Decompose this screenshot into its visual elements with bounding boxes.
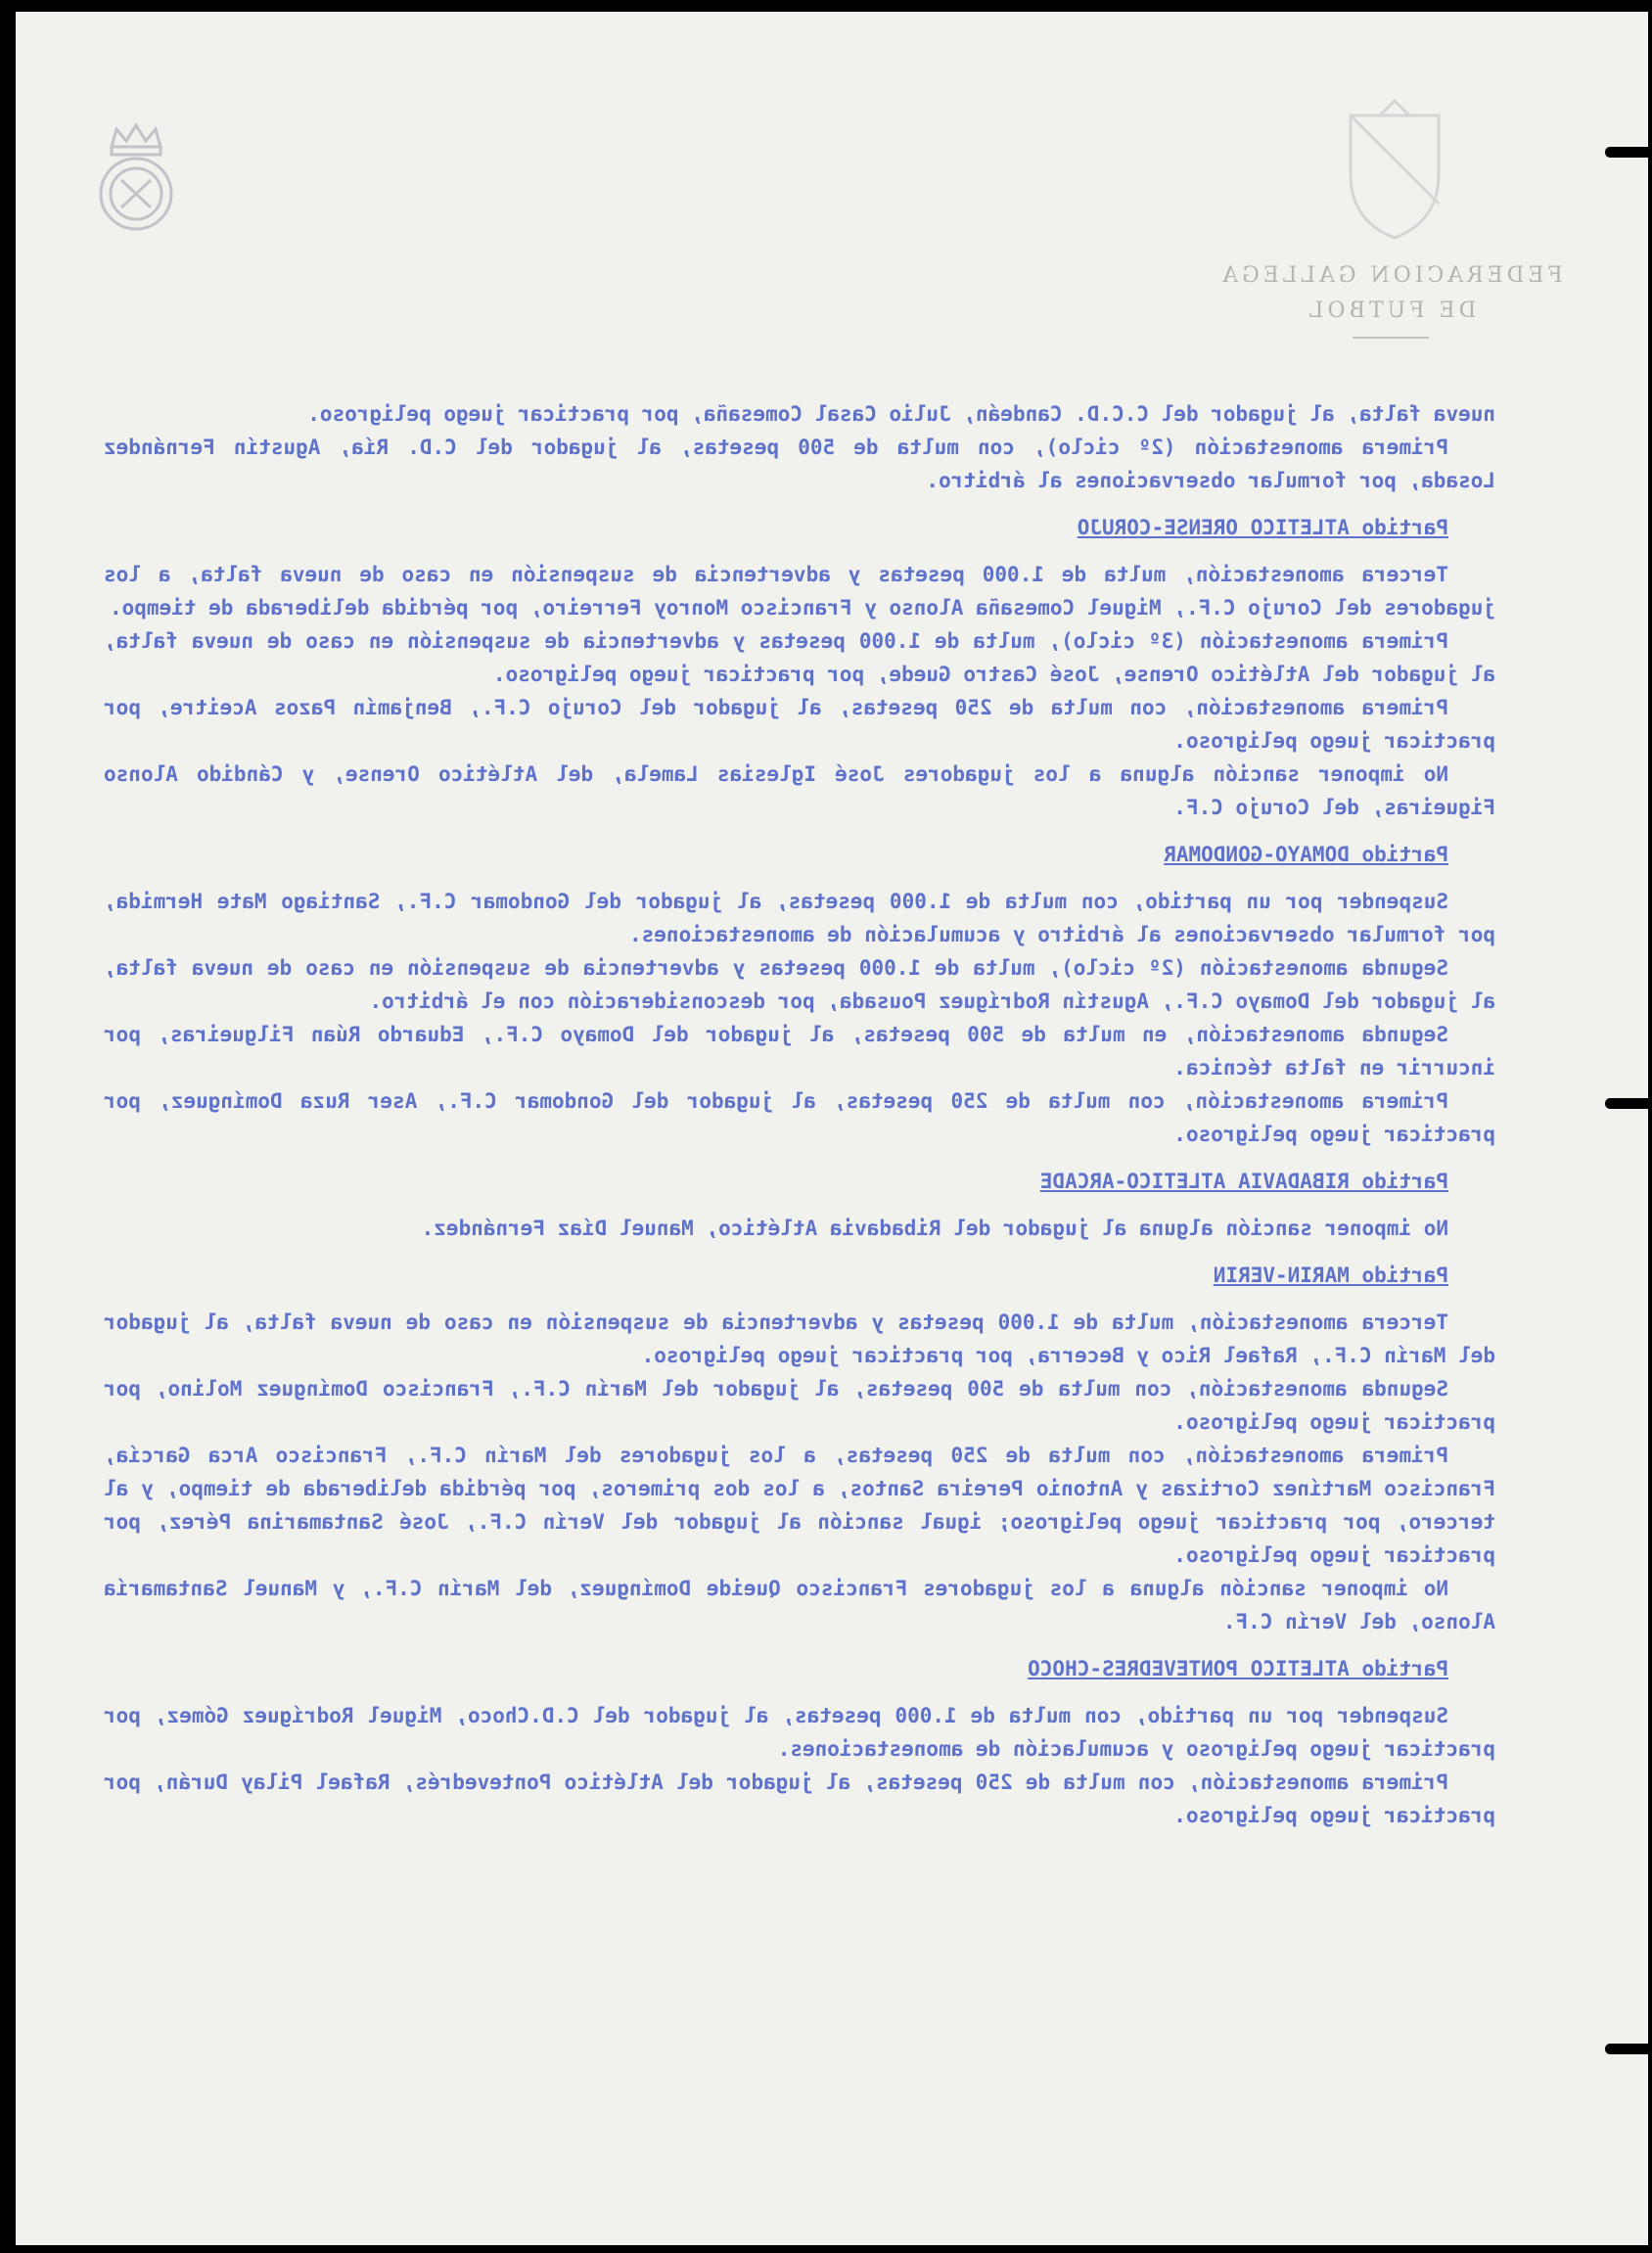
section-heading-prefix: Partido [1349, 1264, 1448, 1287]
document-page [16, 12, 1648, 2245]
punch-hole [1605, 147, 1648, 158]
section-heading [104, 511, 1495, 544]
section-heading [104, 838, 1495, 871]
section-heading-prefix: Partido [1349, 843, 1448, 866]
resolution-paragraph: Suspender por un partido, con multa de 1.000 pesetas, al jugador del Gondomar C.F., Santiago Mate Hermida, por formular observaciones al árbitro y acumulación de amonestaciones. [104, 890, 1495, 946]
section-heading-title: ATLETICO PONTEVEDRES-CHOCO [1028, 1657, 1350, 1680]
section-heading-title: MARIN-VERIN [1213, 1264, 1350, 1287]
resolution-paragraph: Tercera amonestación, multa de 1.000 pesetas y advertencia de suspensión en caso de nueva falta, al jugador del Marín C.F., Rafael Rico y Becerra, por practicar juego peligroso. [104, 1310, 1495, 1367]
resolution-paragraph: Tercera amonestación, multa de 1.000 pesetas y advertencia de suspensión en caso de nueva falta, a los jugadores del Corujo C.F., Miguel Comesaña Alonso y Francisco Monroy Ferreiro, por pérdida deliberada de tiempo. [104, 563, 1495, 620]
resolution-paragraph: Segunda amonestación, con multa de 500 pesetas, al jugador del Marín C.F., Francisco Domínguez Molino, por practicar juego peligroso. [104, 1377, 1495, 1434]
punch-hole [1605, 1098, 1648, 1109]
resolution-paragraph: Segunda amonestación, en multa de 500 pesetas, al jugador del Domayo C.F., Eduardo Rúan Filgueiras, por incurrir en falta técnica. [104, 1023, 1495, 1080]
section-heading [104, 1165, 1495, 1198]
resolution-paragraph: Primera amonestación, con multa de 250 pesetas, al jugador del Corujo C.F., Benjamín Pazos Aceitre, por practicar juego peligroso. [104, 696, 1495, 753]
resolution-paragraph: No imponer sanción alguna a los jugadores José Iglesias Lamela, del Atlético Orense, y Cándido Alonso Figueiras, del Corujo C.F. [104, 762, 1495, 819]
resolution-paragraph: Suspender por un partido, con multa de 1.000 pesetas, al jugador del C.D.Choco, Miguel Rodríguez Gómez, por practicar juego peligroso y acumulación de amonestaciones. [104, 1704, 1495, 1761]
section-heading-prefix: Partido [1349, 516, 1448, 539]
section-heading-title: ATLETICO ORENSE-CORUJO [1077, 516, 1350, 539]
resolution-paragraph: Primera amonestación, con multa de 250 pesetas, al jugador del Gondomar C.F., Aser Ruza Domínguez, por practicar juego peligroso. [104, 1089, 1495, 1146]
resolution-paragraph: Primera amonestación, con multa de 250 pesetas, al jugador del Atlético Pontevedrés, Rafael Pilay Durán, por practicar juego peligroso. [104, 1770, 1495, 1827]
section-heading [104, 1652, 1495, 1685]
section-heading-title: RIBADAVIA ATLETICO-ARCADE [1039, 1170, 1350, 1193]
resolution-paragraph: Segunda amonestación (2º ciclo), multa de 1.000 pesetas y advertencia de suspensión en caso de nueva falta, al jugador del Domayo C.F., Agustín Rodríguez Pousada, por desconsideración con el árbitro. [104, 956, 1495, 1013]
crown-crest-icon [82, 117, 190, 235]
section-heading [104, 1259, 1495, 1292]
section-heading-prefix: Partido [1349, 1170, 1448, 1193]
section-heading-prefix: Partido [1349, 1657, 1448, 1680]
document-body [104, 397, 1495, 1832]
letterhead-line1: FEDERACION GALLEGA [1218, 263, 1563, 288]
resolution-paragraph: Primera amonestación (3º ciclo), multa de 1.000 pesetas y advertencia de suspensión en caso de nueva falta, al jugador del Atlético Orense, José Castro Guede, por practicar juego peligroso. [104, 629, 1495, 686]
resolution-paragraph: nueva falta, al jugador del C.C.D. Candeán, Julio Casal Comesaña, por practicar juego peligroso. [307, 402, 1495, 426]
letterhead-line2: DE FUTBOL [1305, 299, 1477, 323]
federation-shield-icon [1341, 96, 1448, 243]
resolution-paragraph: Primera amonestación, con multa de 250 pesetas, a los jugadores del Marín C.F., Francisco Arca García, Francisco Martínez Cortizas y Antonio Pereira Santos, a los dos primeros, por pérdida deliberada de tiempo, y al tercero, por practicar juego peligroso; igual sanción al jugador del Verín C.F., José Santamarina Pérez, por practicar juego peligroso. [104, 1444, 1495, 1567]
resolution-paragraph: No imponer sanción alguna a los jugadores Francisco Queide Domínguez, del Marín C.F., y Manuel Santamaría Alonso, del Verín C.F. [104, 1577, 1495, 1633]
punch-hole [1605, 2044, 1648, 2054]
letterhead-rule [1353, 337, 1429, 339]
letterhead [1170, 258, 1611, 339]
section-heading-title: DOMAYO-GONDOMAR [1164, 843, 1350, 866]
resolution-paragraph: No imponer sanción alguna al jugador del Ribadavia Atlético, Manuel Díaz Fernández. [421, 1217, 1448, 1240]
resolution-paragraph: Primera amonestación (2º ciclo), con multa de 500 pesetas, al jugador del C.D. Ría, Agustín Fernández Losada, por formular observaciones al árbitro. [104, 436, 1495, 492]
